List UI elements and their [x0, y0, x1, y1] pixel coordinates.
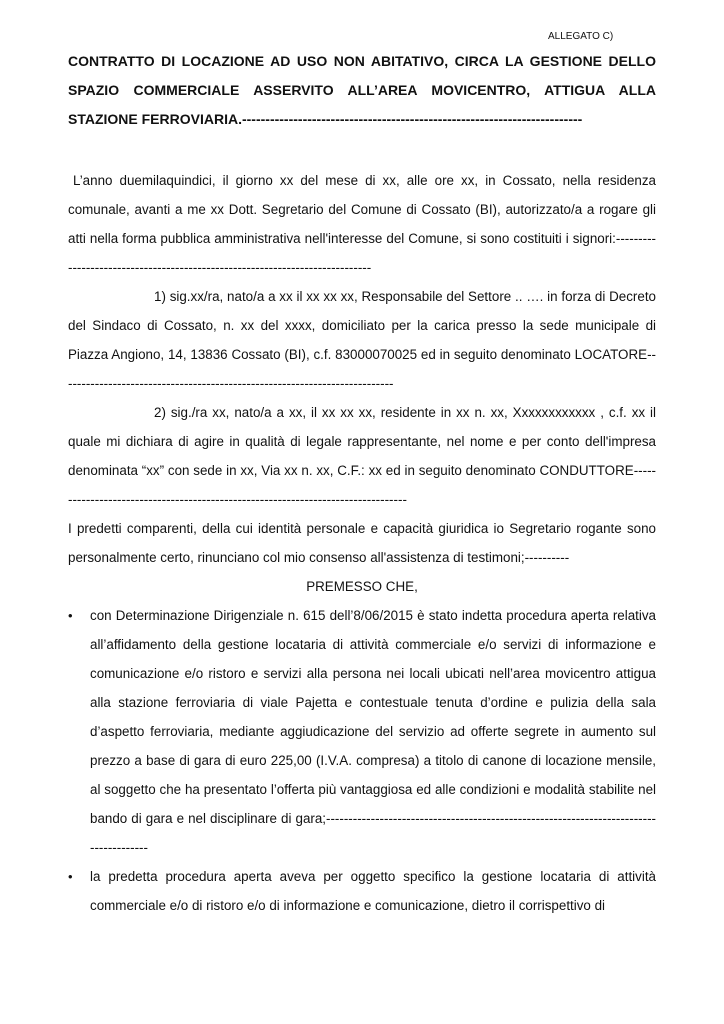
annex-label: ALLEGATO C)	[548, 31, 614, 42]
party-2-paragraph: 2) sig./ra xx, nato/a a xx, il xx xx xx, residente in xx n. xx, Xxxxxxxxxxxx , c.f. xx il quale mi dichiara di agire in qualità di legale rappresentante, nel nome e per conto dell'impresa denominata “xx” con sede in xx, Via xx n. xx, C.F.: xx ed in seguito denominato CONDUTTORE---------------------------------------------------------------------------------	[68, 405, 656, 507]
bullet-icon: •	[68, 608, 73, 623]
intro-paragraph: L’anno duemilaquindici, il giorno xx del mese di xx, alle ore xx, in Cossato, nella residenza comunale, avanti a me xx Dott. Segretario del Comune di Cossato (BI), autorizzato/a a rogare gli atti nella forma pubblica amministrativa nell'interesse del Comune, si sono costituiti i signori:-----------------------------------------------------------------------------	[68, 173, 656, 275]
witnesses-paragraph: I predetti comparenti, della cui identità personale e capacità giuridica io Segretario rogante sono personalmente certo, rinunciano col mio consenso all'assistenza di testimoni;----------	[68, 521, 656, 565]
contract-title: CONTRATTO DI LOCAZIONE AD USO NON ABITATIVO, CIRCA LA GESTIONE DELLO SPAZIO COMMERCIALE ASSERVITO ALL’AREA MOVICENTRO, ATTIGUA ALLA STAZIONE FERROVIARIA.-------------------------------------------------------------------------	[68, 53, 656, 127]
bullet-icon: •	[68, 869, 73, 884]
premise-item-2: la predetta procedura aperta aveva per oggetto specifico la gestione locataria di attività commerciale e/o di ristoro e/o di informazione e comunicazione, dietro il corrispettivo di	[90, 869, 656, 913]
premise-item-1: con Determinazione Dirigenziale n. 615 dell’8/06/2015 è stato indetta procedura aperta relativa all’affidamento della gestione locataria di attività commerciale e/o servizi di informazione e comunicazione e/o ristoro e servizi alla persona nei locali ubicati nell’area movicentro attigua alla stazione ferroviaria di viale Pajetta e contestuale tenuta d’ordine e pulizia della sala d’aspetto ferroviaria, mediante aggiudicazione del servizio ad offerte segrete in aumento sul prezzo a base di gara di euro 225,00 (I.V.A. compresa) a titolo di canone di locazione mensile, al soggetto che ha presentato l’offerta più vantaggiosa ed alle condizioni e modalità stabilite nel bando di gara e nel disciplinare di gara;---------------------------------------------------------------------------------------	[90, 608, 656, 855]
party-1-paragraph: 1) sig.xx/ra, nato/a a xx il xx xx xx, Responsabile del Settore .. …. in forza di Decreto del Sindaco di Cossato, n. xx del xxxx, domiciliato per la carica presso la sede municipale di Piazza Angiono, 14, 13836 Cossato (BI), c.f. 83000070025 ed in seguito denominato LOCATORE---------------------------------------------------------------------------	[68, 289, 656, 391]
premise-heading: PREMESSO CHE,	[306, 579, 418, 594]
